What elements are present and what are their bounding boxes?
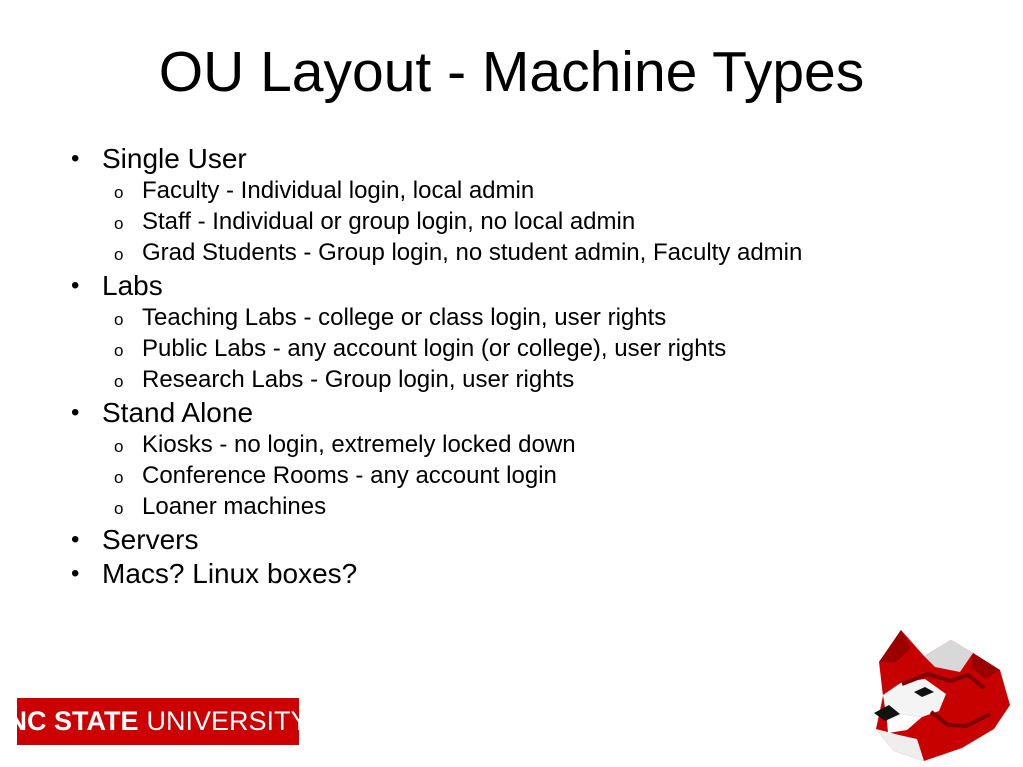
bullet-stand-alone: • Stand Alone xyxy=(70,396,970,429)
wolf-head-icon xyxy=(864,622,1014,762)
sub-bullet-kiosks: o Kiosks - no login, extremely locked down xyxy=(70,429,970,460)
bullet-labs: • Labs xyxy=(70,269,970,302)
bullet-macs-linux: • Macs? Linux boxes? xyxy=(70,557,970,590)
bullet-single-user: • Single User xyxy=(70,142,970,175)
sub-bullet-public-labs: o Public Labs - any account login (or college), user rights xyxy=(70,333,970,364)
sublist-labs xyxy=(70,302,970,395)
sub-bullet-loaner-machines: o Loaner machines xyxy=(70,491,970,522)
bullet-list xyxy=(70,141,970,590)
nc-state-logo xyxy=(7,698,309,745)
sub-bullet-teaching-labs: o Teaching Labs - college or class login, user rights xyxy=(70,302,970,333)
logo-bold-text: NC STATE xyxy=(7,706,139,736)
sub-bullet-conference-rooms: o Conference Rooms - any account login xyxy=(70,460,970,491)
sub-bullet-staff: o Staff - Individual or group login, no local admin xyxy=(70,206,970,237)
sub-bullet-faculty: o Faculty - Individual login, local admin xyxy=(70,175,970,206)
wolf-head-shape xyxy=(874,630,1010,761)
sub-bullet-research-labs: o Research Labs - Group login, user rights xyxy=(70,364,970,395)
sublist-single-user xyxy=(70,175,970,268)
bullet-servers: • Servers xyxy=(70,523,970,556)
slide-title: OU Layout - Machine Types xyxy=(158,40,865,104)
logo-thin-text: UNIVERSITY xyxy=(146,706,309,736)
sub-bullet-grad-students: o Grad Students - Group login, no student admin, Faculty admin xyxy=(70,237,970,268)
sublist-stand-alone xyxy=(70,429,970,522)
